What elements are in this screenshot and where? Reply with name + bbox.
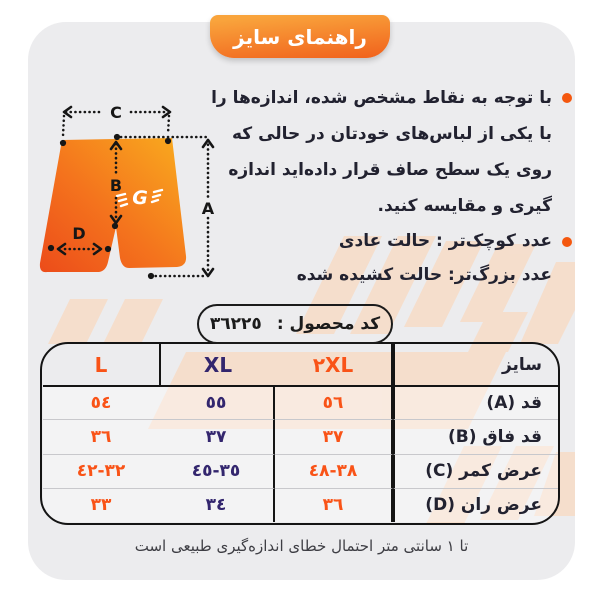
instruction-text-1: با توجه به نقاط مشخص شده، اندازه‌ها را با یکی از لباس‌های خودتان در حالی که روی یک سطح صاف قرار داده‌اید اندازه گیری و مقایسه کنید. (211, 88, 552, 216)
instruction-line-larger: عدد بزرگ‌تر: حالت کشیده شده (296, 265, 552, 285)
instruction-line-smaller: عدد کوچک‌تر : حالت عادی (338, 231, 552, 251)
value-xl-thigh: ٣٤ (159, 488, 275, 522)
row-label-rise: قد فاق (B) (393, 419, 558, 453)
row-label-height: قد (A) (393, 385, 558, 419)
value-l-thigh: ٣٣ (43, 488, 159, 522)
product-code-label: کد محصول : (276, 314, 381, 334)
measure-label-c: C (110, 103, 122, 122)
bullet-dot-icon (562, 93, 572, 103)
value-2xl-waist: ٣٨-٤٨ (275, 454, 393, 488)
col-header-2xl: ٢XL (275, 344, 393, 385)
row-label-waist: عرض کمر (C) (393, 454, 558, 488)
measure-label-b: B (109, 176, 123, 195)
product-code-pill (197, 304, 393, 344)
value-l-height: ٥٤ (43, 385, 159, 419)
instruction-bullet-2 (204, 224, 572, 292)
footer-note: تا ١ سانتی متر احتمال خطای اندازه‌گیری طبیعی است (134, 537, 469, 555)
value-2xl-thigh: ٣٦ (275, 488, 393, 522)
col-header-size: سایز (393, 344, 558, 385)
col-header-xl: XL (159, 344, 275, 385)
product-code-value: ٣٦٢٢٥ (209, 314, 262, 334)
value-2xl-height: ٥٦ (275, 385, 393, 419)
page-title: راهنمای سایز (233, 24, 367, 49)
measure-label-d: D (72, 224, 86, 243)
instruction-text-2 (297, 224, 552, 292)
value-xl-rise: ٣٧ (159, 419, 275, 453)
value-l-rise: ٣٦ (43, 419, 159, 453)
value-xl-height: ٥٥ (159, 385, 275, 419)
measurement-diagram (35, 78, 235, 298)
size-table (40, 342, 560, 525)
bullet-dot-icon (562, 237, 572, 247)
col-header-l: L (94, 352, 108, 377)
measure-label-a: A (201, 199, 215, 218)
value-xl-waist: ٣٥-٤٥ (159, 454, 275, 488)
value-2xl-rise: ٣٧ (275, 419, 393, 453)
brand-logo-letter: G (132, 187, 148, 209)
size-guide-title-pill (210, 15, 390, 58)
value-l-waist: ٣٢-٤٢ (43, 454, 159, 488)
instruction-bullet-1 (201, 80, 572, 224)
row-label-thigh: عرض ران (D) (393, 488, 558, 522)
